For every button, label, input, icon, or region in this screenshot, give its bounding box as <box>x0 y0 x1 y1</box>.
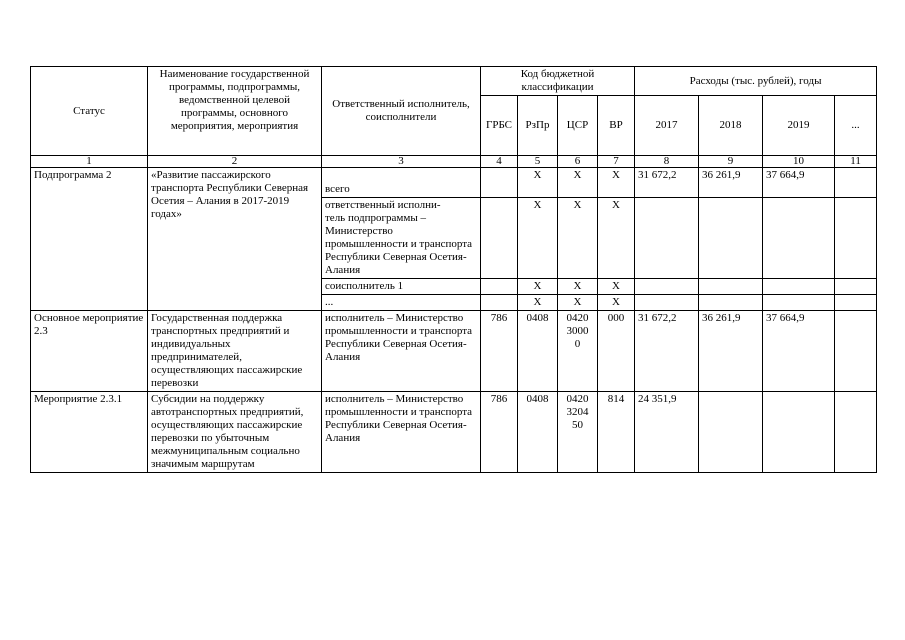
column-number: 6 <box>558 156 598 168</box>
cell-2018 <box>699 295 763 311</box>
header-year-more: ... <box>835 96 877 156</box>
cell-year-more <box>835 279 877 295</box>
column-number: 9 <box>699 156 763 168</box>
header-status: Статус <box>31 67 148 156</box>
table-row <box>31 168 877 198</box>
cell-rzpr: Х <box>518 295 558 311</box>
cell-csr: 0420 3204 50 <box>558 392 598 473</box>
column-number: 11 <box>835 156 877 168</box>
header-executor: Ответственный исполнитель, соисполнители <box>322 67 481 156</box>
cell-csr: Х <box>558 295 598 311</box>
header-name: Наименование государственной программы, подпрограммы, ведомственной целевой программы, основного мероприятия, мероприятия <box>148 67 322 156</box>
header-year-2017: 2017 <box>635 96 699 156</box>
cell-rzpr: 0408 <box>518 311 558 392</box>
cell-2017: 31 672,2 <box>635 168 699 198</box>
cell-grbs <box>481 295 518 311</box>
cell-vr: Х <box>598 295 635 311</box>
cell-vr: 814 <box>598 392 635 473</box>
cell-2018: 36 261,9 <box>699 168 763 198</box>
expenditure-table <box>30 66 877 473</box>
cell-grbs <box>481 168 518 198</box>
row-executor: соисполнитель 1 <box>322 279 481 295</box>
cell-2017 <box>635 295 699 311</box>
header-year-2018: 2018 <box>699 96 763 156</box>
column-number-row <box>31 156 877 168</box>
cell-2017: 24 351,9 <box>635 392 699 473</box>
row-executor: исполнитель – Министерство промышленности и транспорта Республики Северная Осетия-Алания <box>322 392 481 473</box>
header-row-1 <box>31 67 877 96</box>
table-row <box>31 392 877 473</box>
column-number: 4 <box>481 156 518 168</box>
row-status: Основное мероприятие 2.3 <box>31 311 148 392</box>
cell-csr: Х <box>558 279 598 295</box>
cell-2017 <box>635 279 699 295</box>
header-rzpr: РзПр <box>518 96 558 156</box>
cell-vr: Х <box>598 168 635 198</box>
row-executor: ответственный исполни- тель подпрограммы – Министерство промышленности и транспорта Республики Северная Осетия-Алания <box>322 198 481 279</box>
column-number: 10 <box>763 156 835 168</box>
cell-vr: Х <box>598 279 635 295</box>
cell-2018 <box>699 279 763 295</box>
cell-year-more <box>835 311 877 392</box>
column-number: 3 <box>322 156 481 168</box>
cell-year-more <box>835 198 877 279</box>
row-status: Мероприятие 2.3.1 <box>31 392 148 473</box>
column-number: 8 <box>635 156 699 168</box>
cell-rzpr: 0408 <box>518 392 558 473</box>
table-row <box>31 311 877 392</box>
column-number: 7 <box>598 156 635 168</box>
cell-year-more <box>835 168 877 198</box>
row-name: Субсидии на поддержку автотранспортных предприятий, осуществляющих пассажирские перевозки по убыточным межмуниципальным социально значимым маршрутам <box>148 392 322 473</box>
cell-grbs <box>481 279 518 295</box>
header-budget-code: Код бюджетной классификации <box>481 67 635 96</box>
cell-2019 <box>763 198 835 279</box>
row-name: «Развитие пассажирского транспорта Республики Северная Осетия – Алания в 2017-2019 годах» <box>148 168 322 311</box>
header-grbs: ГРБС <box>481 96 518 156</box>
row-executor: всего <box>322 168 481 198</box>
cell-vr: 000 <box>598 311 635 392</box>
column-number: 2 <box>148 156 322 168</box>
cell-2018 <box>699 198 763 279</box>
row-name: Государственная поддержка транспортных предприятий и индивидуальных предпринимателей, осуществляющих пассажирские перевозки <box>148 311 322 392</box>
cell-2017 <box>635 198 699 279</box>
cell-2019 <box>763 279 835 295</box>
cell-year-more <box>835 392 877 473</box>
cell-2019 <box>763 392 835 473</box>
row-executor: исполнитель – Министерство промышленности и транспорта Республики Северная Осетия-Алания <box>322 311 481 392</box>
cell-2018 <box>699 392 763 473</box>
cell-grbs: 786 <box>481 392 518 473</box>
cell-csr: 0420 3000 0 <box>558 311 598 392</box>
cell-rzpr: Х <box>518 198 558 279</box>
row-executor: ... <box>322 295 481 311</box>
cell-csr: Х <box>558 168 598 198</box>
cell-grbs <box>481 198 518 279</box>
cell-rzpr: Х <box>518 279 558 295</box>
cell-2019: 37 664,9 <box>763 168 835 198</box>
cell-grbs: 786 <box>481 311 518 392</box>
column-number: 5 <box>518 156 558 168</box>
header-csr: ЦСР <box>558 96 598 156</box>
header-year-2019: 2019 <box>763 96 835 156</box>
cell-2018: 36 261,9 <box>699 311 763 392</box>
cell-vr: Х <box>598 198 635 279</box>
cell-rzpr: Х <box>518 168 558 198</box>
cell-2019 <box>763 295 835 311</box>
row-status: Подпрограмма 2 <box>31 168 148 311</box>
cell-year-more <box>835 295 877 311</box>
column-number: 1 <box>31 156 148 168</box>
cell-2017: 31 672,2 <box>635 311 699 392</box>
cell-2019: 37 664,9 <box>763 311 835 392</box>
cell-csr: Х <box>558 198 598 279</box>
header-expenses: Расходы (тыс. рублей), годы <box>635 67 877 96</box>
header-vr: ВР <box>598 96 635 156</box>
